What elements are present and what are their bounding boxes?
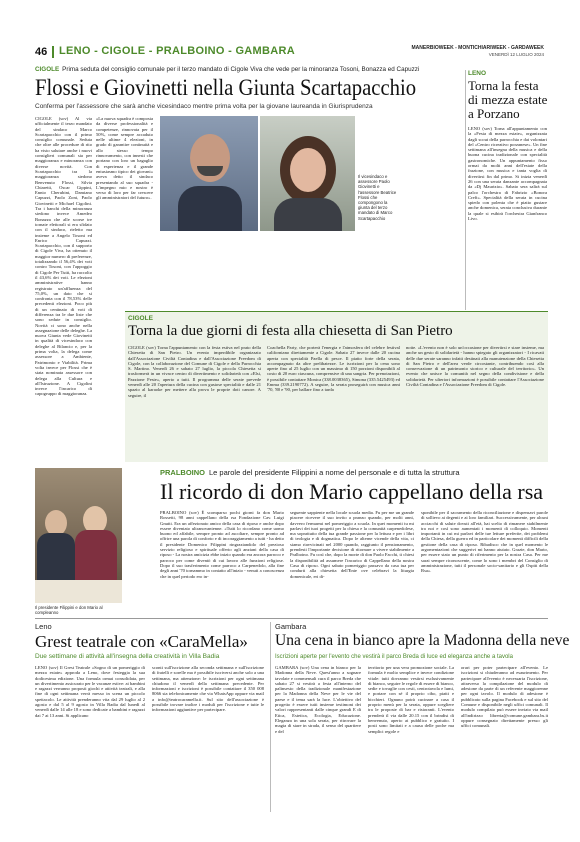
article-body-col3: notte. «L'evento non è solo un'occasione per divertirsi e stare insieme, ma anche un gesto di solidarietà - hanno spiegato gli organizzatori - I ricavati delle due serate saranno infatti destinati alla manutenzione della Chiesetta di San Pietro e dell'area verde circostante, contribuendo così alla conservazione di un patrimonio storico e culturale del territorio». Un evento che unisce la comunità nel segno della condivisione e della solidarietà. Per ulteriori informazioni è possibile contattare l'Associazione Civiltà Contadina e l'Associazione Freedom di Cigole. [406,345,544,388]
article-headline: Torna la due giorni di festa alla chiesetta di San Pietro [128,323,453,339]
article-kicker [160,468,550,478]
header-divider [52,46,54,58]
article-body-col1: LENO (sov) Il Grest Teatrale «Sogno di un pomeriggio di mezza estate» approda a Leno, dove festeggia la sua dodicesima edizione. Una formula ormai consolidata, per un divertimento assicurato per le vacanze estive: ai bambini e ragazzi verranno proposti giochi e attività teatrali, e alla fine di ogni settimana verrà messo in scena un piccolo spettacolo. Le attività prenderanno vita dal 29 luglio al 2 agosto e dal 5 al 9 agosto in Villa Badia dal lunedì al venerdì dalle 14 alle 18 e sono dedicate a bambini e ragazzi dai 7 ai 13 anni. Si applicano [35,665,145,718]
kicker-text: Le parole del presidente Filippini a nome del personale e di tutta la struttura [209,468,460,477]
article-body-col2: «La nuova squadra è composta da diverse professionalità e competenze, rinnovata per il 50%, come sempre accaduto nelle ultime 4 elezioni, in grado di garantire continuità e allo stesso tempo rinnovamento, con innesti che portano con loro un bagaglio di esperienza e il grande entusiasmo tipico dei giovani» aveva detto il sindaco presentando al suo squadra - L'impegno mio e nostro è verso di loro per far crescere gli amministratori del futuro». [96,116,153,201]
article-headline: Il ricordo di don Mario cappellano della rsa [160,479,544,504]
article-kicker [35,66,460,74]
publication-date: VENERDÌ 12 LUGLIO 2024 [488,52,544,57]
article-grest [35,622,265,812]
article-body-col2: territorio per una vera promozione sociale. La formula è molto semplice e invece condizione vitale: tutti dovranno vestirsi esclusivamente di bianco, seguire le regole di essere di bianco, sedie e tovaglie con cesti, centrotavola e lumi, e portare con sé il proprio cibo, piatti e bicchieri. Ognuno potrà cucinare a casa il proprio menù per la serata, oppure scegliere tra le proposte di bar e ristoranti. L'evento prenderà il via dalle 20.15 con il brindisi di benvenuto, aperto ai pubblico e gratuito. I posti sono limitati e a causa delle poche ma semplici regole e [368,665,454,734]
article-photo-giovinetti [160,116,258,231]
article-body-col2: sconti sull'iscrizione alla seconda settimana e sull'iscrizione di fratelli e sorelle ma è possibile iscriversi anche solo a una settimana, ma attenzione: le iscrizioni per ogni settimana chiudono il venerdì della settimana precedente. Per informazioni e iscrizioni è possibile contattare il 350 008 8066 sia telefonicamente che via WhatsApp oppure via mail a info@teatrocaramella.it. Sul sito dell'associazione è possibile trovare inoltre i moduli per l'iscrizione e tutte le informazioni aggiuntive per partecipare. [152,665,264,713]
article-body-col2: seguente sappiente nella locale scuola media. Fu per me un grande piacere ricevere il suo invito a pranzo quando, per molti anni, davvero fermarmi nel pomeriggio a scuola. In quei momenti tu mi parlavi dei tuoi progetti per la chiesa e la comunità carpenedolese, ma soprattutto della tua grande passione per la lettura e per i libri di teologia e di dogmatica. Dopo le alterne vicende della vita, ci siamo riavvicinati nel 2000 quando, raggiunto il pensionamento, prendesti l'importante decisione di ritornare a vivere stabilmente a Pralboino. Fu così che, dopo la morte di don Paolo Facchi, ti chiesi la disponibilità ad assumere l'incarico di Cappellano della nostra Casa di riposo. Ogni sabato pomeriggio passavo da casa tua per condurti alla chiesetta dell'Ente ove celebravi la liturgia domenicale, eri di- [290,510,414,579]
article-body-col1: CIGOLE (sov) Al via ufficialmente il terzo mandato del sindaco Marco Scartapacchio con il primo consiglio comunale. Seduta che oltre alle procedure di rito ha visto salutare anche i nuovi consiglieri comunali sia per maggioranza e minoranza con diverse novità. Con Scartapacchio tra la maggioranza siedono Benvenuto Flossi, Silvia Chiaretti, Oscar Gippini, Ennio Cherubini, Damiano Capuzzi, Paolo Zoni, Paolo Giovinetti e Michael Cigolini. Tra i banchi della minoranza siedono invece Amedeo Bonazza che alle scorse tre tornate elettorali si era sfidato con il sindaco, rieletto ma insieme a Angelo Tosoni ed Enrico Capuzzi. Scartapacchio, con il supporto di Cigole Viva, ha ottenuto il maggior numero di preferenze, totalizzando il 56,4% dei voti contro Tosoni, con l'appoggio di Cigole Per Tutti, ha raccolto il 43,6% dei voti. Le elezioni amministrative hanno registrato un'affluenza del 75,0%, un dato che si confronta con il 78,53% delle precedenti elezioni. Poco più di un centinaio di voti di differenza tra le due liste che sono sedute in consiglio. Novità ci sono anche nella assegnazione delle deleghe. La nuova Giunta vede Giovinetti in qualità di vicesindaco con deleghe al Bilancio e, per la prima volta, la delega come assessore a Ambiente, Patrimonio e Viabilità. Prima volta invece per Flossi che è stata nominata assessore con delega alla Cultura e all'Istruzione. A Cigolini invece l'incarico di capogruppo di maggioranza. [35,116,92,397]
article-body-col1: CIGOLE (sov) Torna l'appuntamento con la festa estiva nel prato della Chiesetta di San Pietro. Un evento imperdibile organizzato dall'Associazione Civiltà Contadina e dall'Associazione Freedom di Cigole, con la collaborazione del Comune di Cigole e della Parrocchia S. Martino. Venerdì 26 e sabato 27 luglio, la piccola Chiesetta si trasformerà in un vivace centro di divertimento e solidarietà con «Elsi, Pazzione Feste», aperto a tutti. Il programma delle serate prevede venerdì alle 20 l'apertura della cucina con gustose specialità e dalle 21 spazio al karaoke per mettere alla prova le proprie doti canore. A seguire, il [128,345,261,398]
article-subhead: Conferma per l'assessore che sarà anche vicesindaco mentre prima volta per la giovane laureanda in Giurisprudenza [35,103,373,110]
article-headline: Torna la festa di mezza estate a Porzano [468,78,548,121]
kicker-place: CIGOLE [128,315,153,322]
article-body-col3: sponibile per il sacramento della riconciliazione e dispensavi parole di sollievo ai degenti e ai loro familiari. Successivamente, per alcuni acciacchi di salute dovuti all'età, hai scelto di rimanere stabilmente tra noi e così sono aumentati i momenti di colloquio. Momenti importanti in cui mi parlavi delle tue letture preferite, dei problemi della Chiesa, della guerra ed in particolare dei momenti difficili della gestione della casa di riposo. Ribadisco che in quel momento le argomentazioni che suggerivi mi hanno aiutato. Grazie, don Mario, per essere stato un punto di riferimento per la nostra Casa. Per me sarai sempre riconoscente, come lo sono i membri del Consiglio di amministrazione, tutti il personale socio-sanitario e gli Ospiti della Rsa». [421,510,548,574]
article-body-col2: Coachella Party, che porterà l'energia e l'atmosfera del celebre festival californiano direttamente a Cigole. Sabato 27 invece dalle 20 cucina aperta con specialità Paella di pesce. Il piatto forte della serata, accompagnato da altre prelibatezze. Le iscrizioni per la cena sono aperte fino al 25 luglio con un massimo di 150 porzioni disponibili al costo di 20 euro ciascuna, comprensive di una sangria. Per prenotazioni, è possibile contattare Monica (338.0038365), Simona (335.5425493) ed Emma (339.2190772). A seguire, la serata proseguirà con musica anni '70, '80 e '90, per ballare fino a tarda [267,345,400,393]
kicker-place: Leno [35,622,52,631]
article-body-col3: orari per poter partecipare all'evento. Le iscrizioni si chiuderanno ad esaurimento. Per partecipare all'evento è necessaria l'iscrizione, attraverso la compilazione del modulo di adesione da parte di un referente maggiorenne per ogni tavolo. Il modulo di adesione è pubblicato sulla pagina Facebook e sul sito del Comune e disponibile negli uffici comunali. Il modulo compilato può essere inviato via mail all'indirizzo libreria@comune.gambara.bs.it oppure consegnato direttamente presso gli uffici comunali. [461,665,548,729]
section-rule [35,618,548,619]
article-porzano [468,70,548,310]
column-divider [465,70,466,310]
article-body-col1: GAMBARA (sov) Una cena in bianco per la Madonna della Neve. Quest'anno a sognare tavolate e commensali cura il parco Breda che sabato 27 si vestirà a festa all'interno del palinsesto della tradizionale manifestazione per la Madonna della Neve per le vie del paese e il tema sarà la luce. L'obiettivo del progetto è essere tutti insieme testimoni dei valori rappresentanti dalle cinque grandi E di Etica, Estetica, Ecologia, Educazione. Eleganza in una sola serata, per ritrovare la magia di stare in strada, il senso del quartiere e del [275,665,361,734]
kicker-place: Gambara [275,622,307,631]
kicker-place: LENO [468,70,487,77]
section-title: LENO - CIGOLE - PRALBOINO - GAMBARA [59,45,295,57]
article-headline: Flossi e Giovinetti nella Giunta Scartapacchio [35,75,417,100]
page-number: 46 [35,46,48,58]
article-san-pietro [125,312,548,462]
kicker-place: PRALBOINO [160,468,205,477]
kicker-place: CIGOLE [35,66,60,73]
photo-caption: Il vicesindaco e assessore Paolo Giovinetti e l'assessore Beatrice Flossi che compongono la giunta del terzo mandato di Marco Scartapacchio [358,174,397,221]
kicker-text: Prima seduta del consiglio comunale per il terzo mandato di Cigole Viva che vede per la minoranza Tosoni, Bonazza ed Capuzzi [62,66,420,73]
photo-caption: Il presidente Filippini e don Mario al compleanno [35,605,103,615]
article-body-col1: PRALBOINO (sov) È scomparso pochi giorni fa don Mario Rossetti, 98 anni cappellano della rsa Fondazione Cav. Luigi Gnutti. Era un affezionato amico della casa di riposo e anche dopo essere diventato ultranovantenne. «Tutti lo ricordano come uomo buono ed affabile, sempre pronto ad ascoltare, sempre pronto ad offrire una parola di conforto e di incoraggiamento a tutti - ha detto il presidente Domenico Filippini ringraziandolo del prezioso servizio religioso e spirituale offerto agli anziani della casa di riposo - La nostra amicizia ebbe inizio quando era ancora parroco e parroco per come diventò di cui lavoro alle funzioni religiose. Dopo il suo trasferimento come parroco a Carpenedolo, alla fine degli anni '70 tornammo in contatto all'inizio - venuti a conoscenza che in quel periodo ero in- [160,510,284,579]
article-cena-bianco [275,622,570,812]
article-subhead: Due settimane di attività all'insegna della creatività in Villa Badia [35,653,220,660]
article-body: LENO (sov) Torna all'appuntamento con la «Festa di mezza estate», organizzata dagli scout della parrocchia e dai volontari del «Centro ricreativo porzanese». Un fine settimana all'insegna della musica e della buona cucina tradizionale con specialità gastronomiche. Un appuntamento fisso ormai da molti anni dell'estate della frazione, con musica e tanta voglia di divertirsi fin dal primo. Si inizia venerdì 26 con una serata danzante accompagnata da «Dj Maurizio». Sabato sera salirà sul palco l'orchestra di Fabrizio «Bonora Creft». Specialità della serata in cucina spiedo con polenta che è piatto gustare anche domenica, serata conclusiva durante la quale si esibirà l'orchestra Gianfranco Livo. [468,126,547,222]
article-photo-don-mario [35,468,122,603]
publication-title: MANERBIOWEEK - MONTICHIARIWEEK - GARDAWEEK [411,45,544,51]
page-header [0,38,580,60]
article-photo-flossi [260,116,355,231]
article-subhead: Iscrizioni aperte per l'evento che vestirà il parco Breda di luce ed eleganza anche a tavola [275,654,513,660]
article-headline: Una cena in bianco apre la Madonna della neve [275,632,570,649]
article-headline: Grest teatrale con «CaraMella» [35,632,248,651]
column-divider [270,622,271,812]
